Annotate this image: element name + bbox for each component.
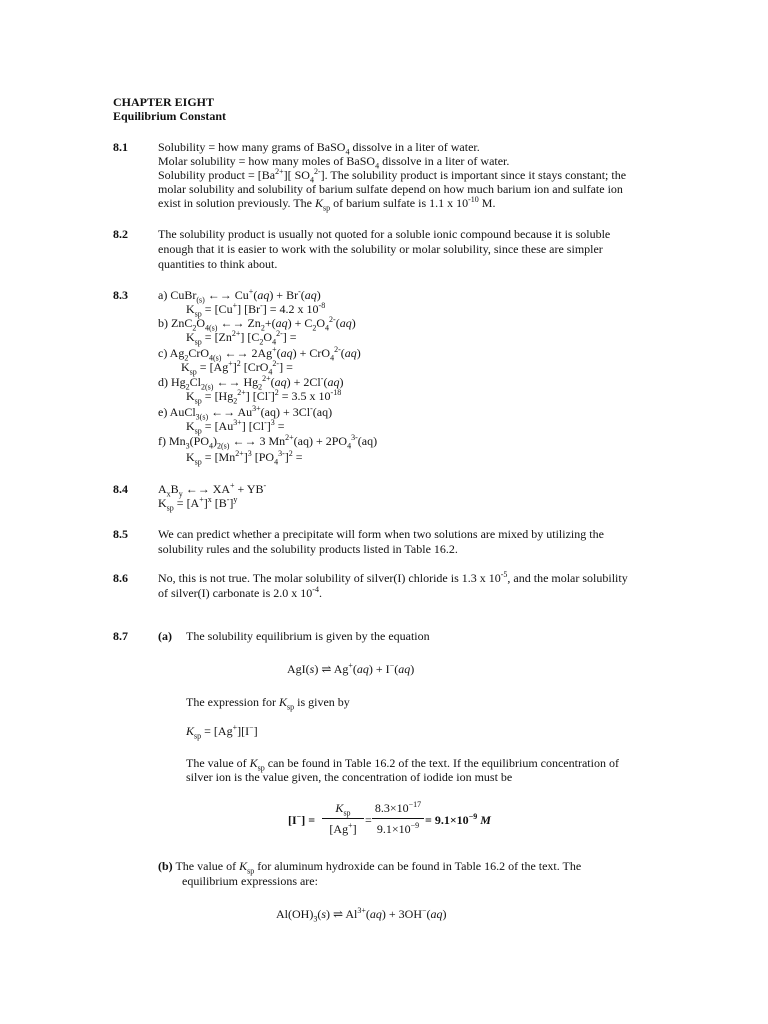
section-number-8-4: 8.4: [113, 482, 128, 496]
s87-expr-line: The expression for $K_{sp}$ is given by: [186, 695, 350, 712]
s87-value-line-2: silver ion is the value given, the concentration of iodide ion must be: [186, 770, 513, 784]
agi-equilibrium-equation: AgI(s) ⇌ Ag+(aq) + I−(aq): [287, 661, 415, 676]
section-number-8-3: 8.3: [113, 288, 128, 302]
fraction-2-denominator: $9.1\times 10^{-9}$: [376, 821, 420, 836]
iodide-concentration-lhs: [I−] =: [288, 812, 316, 827]
s86-line-2: of silver(I) carbonate is 2.0 x $10^{-4}$.: [158, 585, 322, 600]
s82-line-3: quantities to think about.: [158, 257, 278, 271]
s83-a-equation: a) CuBr$_{(s)}$ ←→ Cu+(aq) + Br-(aq): [158, 287, 321, 305]
fraction-1-numerator: $K_{sp}$: [335, 801, 351, 818]
s87-a-intro: The solubility equilibrium is given by the equation: [186, 629, 430, 643]
fraction-2-bar: [372, 818, 424, 819]
s84-equation: $A_xB_y$ ←→ XA+ + YB-: [158, 481, 267, 499]
s83-f-equation: f) $Mn_3(PO_4)_{2(s)}$ ←→ 3 $Mn^{2+}(aq) + 2PO_4^{3-}(aq)$: [158, 433, 378, 451]
s81-line-2: Molar solubility = how many moles of BaSO$_4$ dissolve in a liter of water.: [158, 154, 510, 171]
s81-line-5: exist in solution previously. The $K_{sp}$ of barium sulfate is 1.1 x $10^{-10}$ M.: [158, 195, 496, 213]
section-number-8-5: 8.5: [113, 527, 128, 541]
s85-line-2: solubility rules and the solubility products listed in Table 16.2.: [158, 542, 458, 556]
s85-line-1: We can predict whether a precipitate will form when two solutions are mixed by utilizing the: [158, 527, 604, 541]
s81-line-4: molar solubility and solubility of barium sulfate depend on how much barium ion and sulfate ion: [158, 182, 623, 196]
s87-b-line-2: equilibrium expressions are:: [182, 874, 318, 888]
section-number-8-7: 8.7: [113, 629, 128, 643]
part-a-label: (a): [158, 629, 172, 643]
ksp-expression: $K_{sp} = [Ag^+][I^-]$: [186, 723, 258, 741]
s83-d-ksp: $K_{sp} = [Hg_2^{2+}] [Cl^-]^2 = 3.5$ x $10^{-18}$: [186, 388, 342, 406]
s83-e-ksp: $K_{sp} = [Au^{3+}] [Cl^-]^3$ =: [186, 418, 285, 436]
s82-line-1: The solubility product is usually not quoted for a soluble ionic compound because it is soluble: [158, 227, 611, 241]
s83-b-ksp: $K_{sp} = [Zn^{2+}] [C_2O_4^{2-}]$ =: [186, 329, 297, 347]
s87-b-line-1: (b) The value of $K_{sp}$ for aluminum hydroxide can be found in Table 16.2 of the text. The: [158, 859, 582, 876]
equals-sign: =: [365, 813, 372, 827]
section-number-8-6: 8.6: [113, 571, 128, 585]
s84-ksp: $K_{sp} = [A^+]^x$ $[B^-]^y$: [158, 495, 238, 513]
s82-line-2: enough that it is easier to work with the solubility or molar solubility, since these are simpler: [158, 242, 603, 256]
chapter-subtitle: Equilibrium Constant: [113, 109, 227, 123]
s83-a-ksp: $K_{sp} = [Cu^+] [Br^-] = 4.2$ x $10^{-8}$: [186, 301, 326, 319]
s83-e-equation: e) AuCl$_{3(s)}$ ←→ $Au^{3+}(aq) + 3Cl^-(aq)$: [158, 404, 333, 422]
fraction-1-denominator: [Ag+]: [329, 821, 357, 836]
s83-d-equation: d) $Hg_2Cl_{2(s)}$ ←→ $Hg_2^{2+}(aq) + 2Cl^-(aq)$: [158, 374, 344, 392]
s83-c-equation: c) $Ag_2CrO_{4(s)}$ ←→ 2Ag+(aq) + CrO$_4^{2-}$(aq): [158, 345, 361, 363]
fraction-2-numerator: $8.3\times 10^{-17}$: [374, 800, 422, 815]
section-number-8-1: 8.1: [113, 140, 128, 154]
s83-c-ksp: $K_{sp} = [Ag^+]^2$ [CrO$_4^{2-}$] =: [181, 359, 293, 377]
fraction-1-bar: [322, 818, 364, 819]
iodide-concentration-result: = $9.1\times 10^{-9}$ M: [425, 812, 491, 827]
s81-line-3: Solubility product = $[Ba^{2+}]$[ $SO_4^{2-}$]. The solubility product is important since it stays constant; the: [158, 167, 627, 185]
s87-value-line-1: The value of $K_{sp}$ can be found in Table 16.2 of the text. If the equilibrium concentration of: [186, 756, 619, 773]
s83-b-equation: b) $ZnC_2O_{4(s)}$ ←→ $Zn_2+(aq) + C_2O_4^{2-}(aq)$: [158, 315, 356, 333]
section-number-8-2: 8.2: [113, 227, 128, 241]
s81-line-1: Solubility = how many grams of BaSO$_4$ dissolve in a liter of water.: [158, 140, 480, 157]
s86-line-1: No, this is not true. The molar solubility of silver(I) chloride is 1.3 x $10^{-5}$, and the molar solubility: [158, 570, 628, 585]
chapter-heading: CHAPTER EIGHT: [113, 95, 215, 109]
s83-f-ksp: $K_{sp} = [Mn^{2+}]^3$ $[PO_4^{3-}]^2$ =: [186, 449, 303, 467]
aloh3-equilibrium-equation: $Al(OH)_3(s)$ ⇌ $Al^{3+}(aq) + 3OH^-(aq)$: [276, 906, 447, 924]
